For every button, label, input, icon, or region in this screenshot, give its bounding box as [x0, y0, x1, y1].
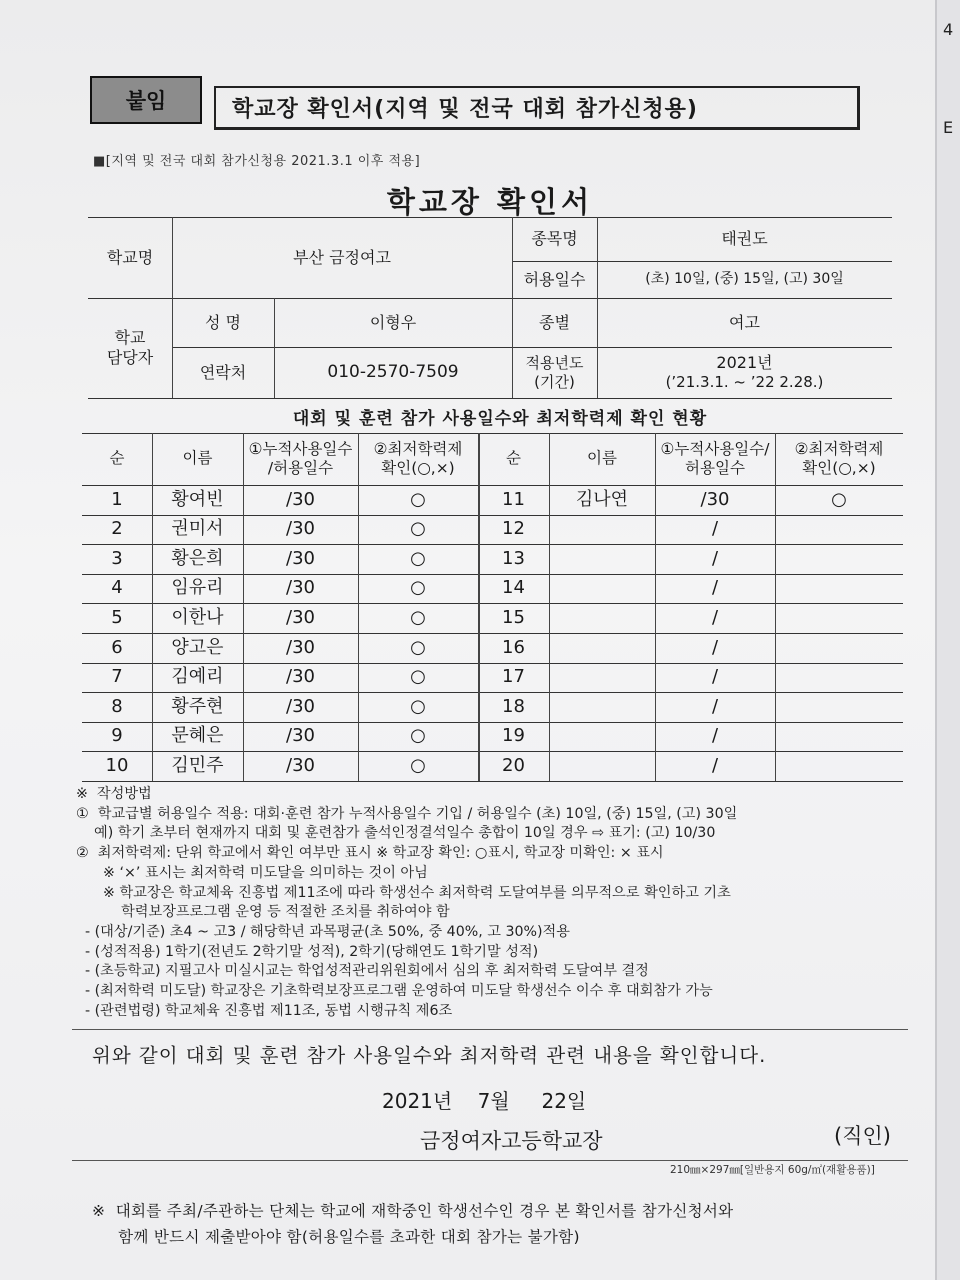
- table-cell-no: 11: [502, 488, 525, 510]
- table-cell-days: /30: [286, 695, 315, 717]
- sport-value: 태권도: [721, 229, 768, 248]
- table-cell-name: 황주현: [171, 695, 224, 717]
- section-title: 대회 및 훈련 참가 사용일수와 최저학력제 확인 현황: [292, 409, 708, 429]
- table-cell-name: 문혜은: [171, 725, 224, 747]
- document-heading: 학교장 확인서(지역 및 전국 대회 참가신청용): [214, 86, 860, 130]
- footnote-line: ※ 대회를 주최/주관하는 단체는 학교에 재학중인 학생선수인 경우 본 확인서를 참가신청서와: [92, 1202, 734, 1220]
- table-cell-name: 권미서: [171, 518, 224, 540]
- applicability-note: ■[지역 및 전국 대회 참가신청용 2021.3.1 이후 적용]: [93, 154, 421, 169]
- school-name-value: 부산 금정여고: [293, 247, 391, 267]
- allowed-days-value: (초) 10일, (중) 15일, (고) 30일: [645, 270, 844, 287]
- table-row-line: [82, 781, 903, 782]
- table-cell-days: /30: [286, 666, 315, 688]
- note-line: ※ ‘×’ 표시는 최저학력 미도달을 의미하는 것이 아님: [76, 864, 428, 881]
- table-cell-name: [549, 603, 655, 633]
- note-line: - (관련법령) 학교체육 진흥법 제11조, 동법 시행규칙 제6조: [76, 1002, 453, 1019]
- table-cell-grade: ○: [410, 606, 426, 628]
- note-line: - (초등학교) 지필고사 미실시교는 학업성적관리위원회에서 심의 후 최저학력 도달여부 결정: [76, 963, 649, 980]
- table-cell-grade: [775, 633, 903, 663]
- table-cell-grade: ○: [410, 488, 426, 510]
- table-cell-grade: ○: [410, 695, 426, 717]
- table-cell-name: 김나연: [575, 488, 629, 510]
- table-cell-no: 5: [111, 606, 123, 628]
- instructions-notes: [76, 785, 936, 1021]
- table-cell-grade: [775, 663, 903, 693]
- table-cell-no: 15: [502, 606, 525, 628]
- footnote-line: 함께 반드시 제출받아야 함(허용일수를 초과한 대회 참가는 불가함): [92, 1228, 580, 1246]
- table-cell-days: /30: [286, 606, 315, 628]
- principal-title: 금정여자고등학교장: [420, 1129, 603, 1153]
- table-cell-name: [549, 574, 655, 604]
- table-cell-name: [549, 722, 655, 752]
- contact-label: 연락처: [199, 362, 247, 382]
- table-cell-days: /30: [286, 488, 315, 510]
- table-cell-grade: [775, 751, 903, 781]
- table-cell-no: 13: [502, 547, 525, 569]
- table-cell-days: /: [711, 636, 719, 658]
- table-cell-days: /30: [286, 636, 315, 658]
- header-days: ①누적사용일수 /허용일수: [248, 439, 353, 477]
- manager-name-value: 이형우: [369, 312, 417, 332]
- table-cell-no: 1: [111, 488, 123, 510]
- table-cell-no: 16: [502, 636, 525, 658]
- table-cell-grade: [775, 574, 903, 604]
- submission-footnote: [92, 1198, 733, 1250]
- table-cell-name: [549, 663, 655, 693]
- signature-date: 2021년 7월 22일: [382, 1089, 587, 1113]
- table-cell-grade: ○: [410, 754, 426, 776]
- table-cell-days: /: [711, 577, 719, 599]
- table-cell-grade: ○: [410, 547, 426, 569]
- table-cell-no: 10: [105, 754, 129, 776]
- table-cell-name: [549, 515, 655, 545]
- header-days-right: ①누적사용일수/ 허용일수: [660, 439, 770, 477]
- note-line: ① 학교급별 허용일수 적용: 대회·훈련 참가 누적사용일수 기입 / 허용일수 (초) 10일, (중) 15일, (고) 30일: [76, 805, 738, 822]
- school-name-label: 학교명: [106, 247, 154, 267]
- category-value: 여고: [729, 312, 760, 332]
- table-cell-days: /30: [286, 725, 315, 747]
- table-cell-name: [549, 751, 655, 781]
- header-no: 순: [109, 449, 125, 468]
- background-monitor-edge: [935, 0, 960, 1280]
- table-cell-no: 19: [502, 725, 525, 747]
- table-cell-no: 2: [111, 518, 123, 540]
- period-label: 적용년도 (기간): [525, 353, 584, 391]
- table-cell-no: 9: [111, 725, 123, 747]
- table-cell-days: /30: [700, 488, 730, 510]
- table-cell-grade: [775, 722, 903, 752]
- note-line: - (성적적용) 1학기(전년도 2학기말 성적), 2학기(당해연도 1학기말 성적): [76, 943, 539, 960]
- table-cell-grade: [775, 515, 903, 545]
- table-cell-grade: ○: [410, 518, 426, 540]
- table-cell-days: /30: [286, 547, 315, 569]
- confirmation-statement: 위와 같이 대회 및 훈련 참가 사용일수와 최저학력 관련 내용을 확인합니다.: [92, 1044, 767, 1067]
- table-cell-days: /: [711, 725, 719, 747]
- table-cell-days: /: [711, 547, 719, 569]
- note-line: ※ 작성방법: [76, 786, 152, 802]
- note-line: 학력보장프로그램 운영 등 적절한 조치를 취하여야 함: [76, 904, 450, 921]
- attachment-badge: 붙임: [90, 76, 202, 124]
- contact-value: 010-2570-7509: [327, 361, 459, 382]
- table-cell-grade: [775, 692, 903, 722]
- table-cell-days: /: [711, 666, 719, 688]
- table-cell-name: 이한나: [171, 606, 224, 628]
- note-line: ② 최저학력제: 단위 학교에서 확인 여부만 표시 ※ 학교장 확인: ○표시, 학교장 미확인: × 표시: [76, 845, 664, 862]
- page-title: 학교장 확인서: [386, 185, 594, 219]
- header-grade-right: ②최저학력제 확인(○,×): [794, 439, 884, 477]
- header-name: 이름: [182, 449, 213, 468]
- note-line: - (대상/기준) 초4 ~ 고3 / 해당학년 과목평균(초 50%, 중 40%, 고 30%)적용: [76, 923, 570, 940]
- table-cell-grade: [775, 603, 903, 633]
- table-cell-days: /: [711, 754, 719, 776]
- period-cell: [597, 347, 892, 398]
- header-name-right: 이름: [587, 449, 617, 468]
- table-cell-no: 14: [502, 577, 525, 599]
- table-cell-name: 김민주: [171, 754, 224, 776]
- table-cell-days: /: [711, 518, 719, 540]
- table-cell-no: 12: [502, 518, 525, 540]
- table-cell-days: /: [711, 606, 719, 628]
- edge-label-2: E: [943, 118, 954, 137]
- paper-spec: 210㎜×297㎜[일반용지 60g/㎡(재활용품)]: [670, 1164, 875, 1176]
- table-cell-no: 20: [502, 754, 525, 776]
- note-line: - (최저학력 미도달) 학교장은 기초학력보장프로그램 운영하여 미도달 학생선수 이수 후 대회참가 가능: [76, 983, 713, 1000]
- table-cell-name: 양고은: [171, 636, 224, 658]
- table-cell-name: [549, 692, 655, 722]
- name-label: 성 명: [205, 312, 241, 332]
- header-no-right: 순: [506, 449, 521, 468]
- table-cell-no: 3: [111, 547, 123, 569]
- table-cell-days: /30: [286, 754, 315, 776]
- table-cell-name: [549, 633, 655, 663]
- table-cell-grade: ○: [831, 488, 847, 510]
- category-label: 종별: [539, 312, 570, 332]
- table-cell-name: [549, 544, 655, 574]
- table-cell-no: 6: [111, 636, 123, 658]
- table-cell-no: 8: [111, 695, 123, 717]
- table-cell-name: 김예리: [171, 666, 224, 688]
- allowed-days-label: 허용일수: [523, 269, 586, 289]
- edge-label-1: 4: [943, 20, 954, 39]
- table-cell-grade: ○: [410, 577, 426, 599]
- note-line: ※ 학교장은 학교체육 진흥법 제11조에 따라 학생선수 최저학력 도달여부를 의무적으로 확인하고 기초: [76, 884, 731, 901]
- table-cell-grade: ○: [410, 725, 426, 747]
- table-cell-no: 4: [111, 577, 123, 599]
- manager-label: 학교 담당자: [106, 328, 154, 367]
- note-line: 예) 학기 초부터 현재까지 대회 및 훈련참가 출석인정결석일수 총합이 10일 경우 ⇨ 표기: (고) 10/30: [76, 825, 716, 842]
- table-cell-no: 17: [502, 666, 525, 688]
- table-cell-days: /30: [286, 518, 315, 540]
- table-cell-no: 18: [502, 695, 525, 717]
- table-cell-grade: ○: [410, 666, 426, 688]
- table-cell-grade: ○: [410, 636, 426, 658]
- table-cell-days: /: [711, 695, 719, 717]
- header-grade: ②최저학력제 확인(○,×): [373, 439, 463, 477]
- table-cell-grade: [775, 544, 903, 574]
- sport-label: 종목명: [531, 229, 578, 248]
- year-value: 2021년: [716, 353, 773, 373]
- table-cell-name: 황은희: [171, 547, 224, 569]
- official-seal-mark: (직인): [834, 1124, 891, 1148]
- table-cell-no: 7: [111, 666, 123, 688]
- table-cell-days: /30: [286, 577, 315, 599]
- table-cell-name: 임유리: [171, 577, 224, 599]
- period-value: (’21.3.1. ~ ’22 2.28.): [665, 373, 824, 392]
- table-cell-name: 황여빈: [171, 488, 224, 510]
